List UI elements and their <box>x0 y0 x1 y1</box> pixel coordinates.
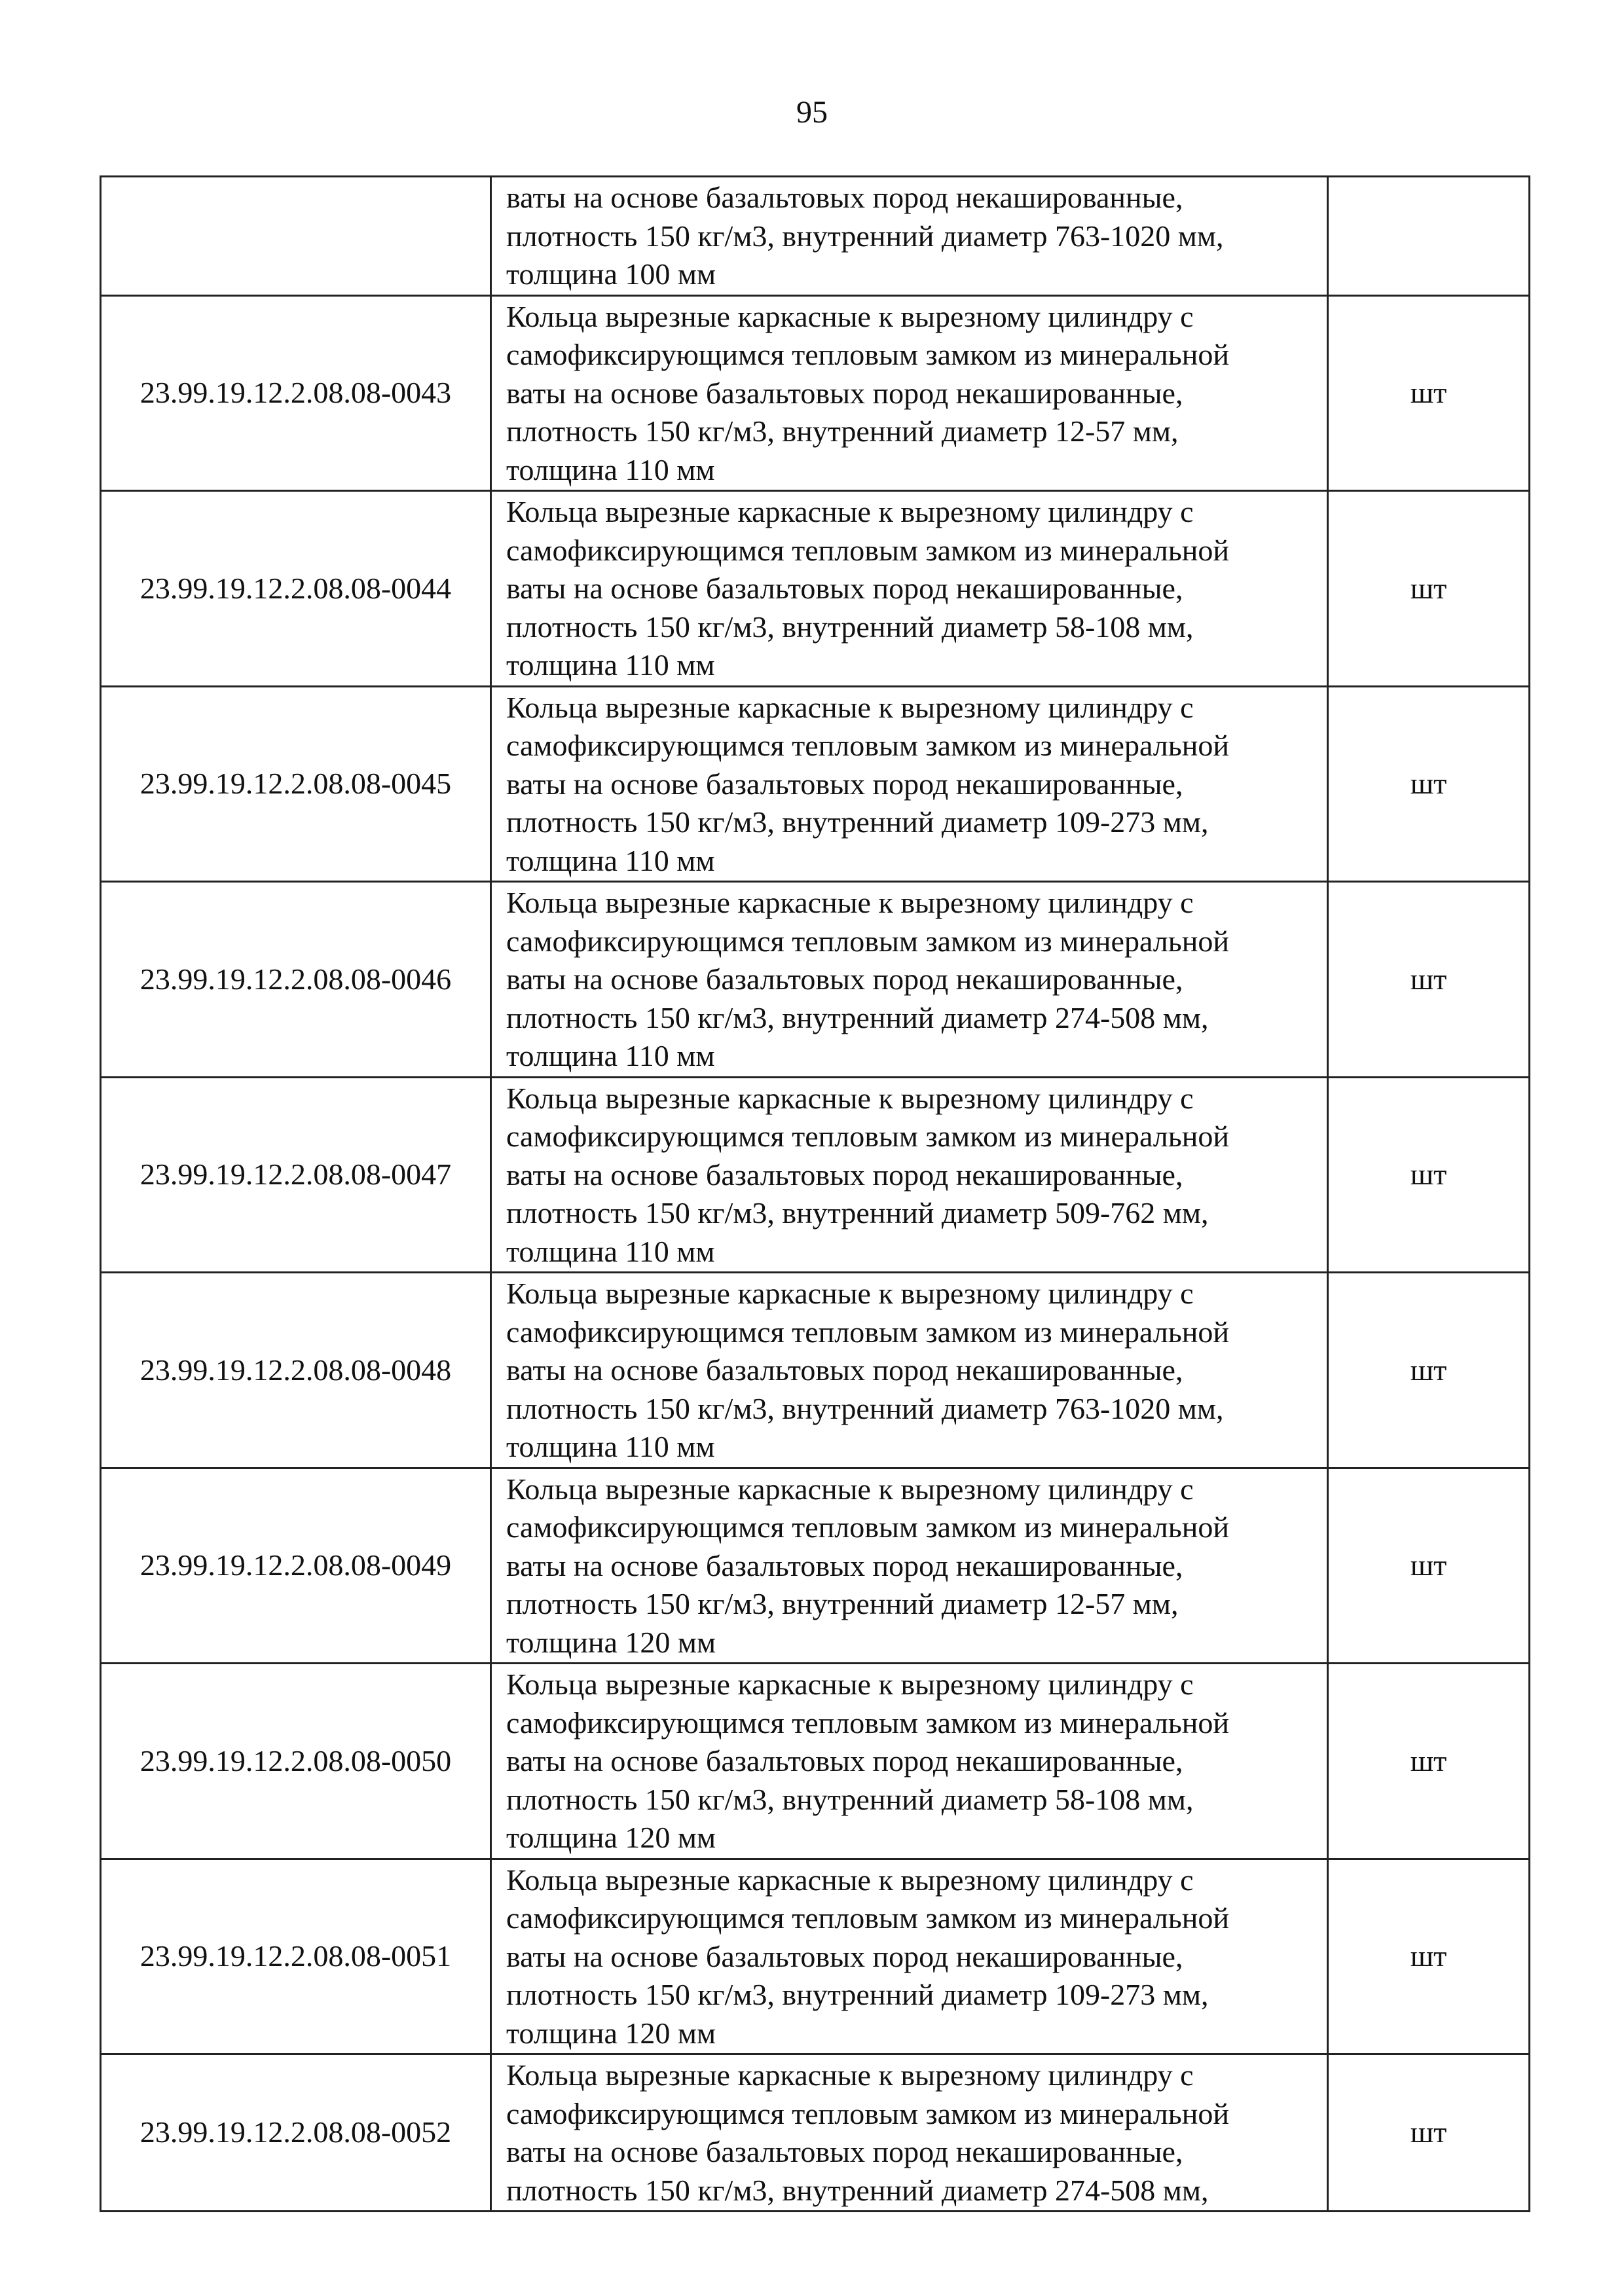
table-row <box>101 491 1530 687</box>
unit-cell: шт <box>1328 882 1530 1078</box>
resource-code-cell: 23.99.19.12.2.08.08-0046 <box>101 882 491 1078</box>
table-row <box>101 1468 1530 1664</box>
table-row <box>101 177 1530 296</box>
resource-description-cell: Кольца вырезные каркасные к вырезному цилиндру с самофиксирующимся тепловым замком из минеральной ваты на основе базальтовых пород некашированные, плотность 150 кг/м3, внутренний диаметр 509-762 мм, толщина 110 мм <box>491 1077 1328 1273</box>
resource-description-cell: Кольца вырезные каркасные к вырезному цилиндру с самофиксирующимся тепловым замком из минеральной ваты на основе базальтовых пород некашированные, плотность 150 кг/м3, внутренний диаметр 763-1020 мм, толщина 110 мм <box>491 1273 1328 1468</box>
page-number: 95 <box>796 95 828 130</box>
resource-code-cell: 23.99.19.12.2.08.08-0047 <box>101 1077 491 1273</box>
resource-description-cell: Кольца вырезные каркасные к вырезному цилиндру с самофиксирующимся тепловым замком из минеральной ваты на основе базальтовых пород некашированные, плотность 150 кг/м3, внутренний диаметр 274-508 мм, <box>491 2054 1328 2212</box>
resource-description-cell: Кольца вырезные каркасные к вырезному цилиндру с самофиксирующимся тепловым замком из минеральной ваты на основе базальтовых пород некашированные, плотность 150 кг/м3, внутренний диаметр 109-273 мм, толщина 110 мм <box>491 686 1328 882</box>
unit-cell: шт <box>1328 686 1530 882</box>
table-row <box>101 882 1530 1078</box>
unit-cell: шт <box>1328 1664 1530 1859</box>
unit-cell: шт <box>1328 1077 1530 1273</box>
resource-description-cell: Кольца вырезные каркасные к вырезному цилиндру с самофиксирующимся тепловым замком из минеральной ваты на основе базальтовых пород некашированные, плотность 150 кг/м3, внутренний диаметр 58-108 мм, толщина 120 мм <box>491 1664 1328 1859</box>
unit-cell: шт <box>1328 1273 1530 1468</box>
resource-description-cell: ваты на основе базальтовых пород некашированные, плотность 150 кг/м3, внутренний диаметр 763-1020 мм, толщина 100 мм <box>491 177 1328 296</box>
resource-code-cell: 23.99.19.12.2.08.08-0052 <box>101 2054 491 2212</box>
unit-cell: шт <box>1328 1859 1530 2054</box>
resource-description-cell: Кольца вырезные каркасные к вырезному цилиндру с самофиксирующимся тепловым замком из минеральной ваты на основе базальтовых пород некашированные, плотность 150 кг/м3, внутренний диаметр 109-273 мм, толщина 120 мм <box>491 1859 1328 2054</box>
table-row <box>101 295 1530 491</box>
resource-code-cell: 23.99.19.12.2.08.08-0048 <box>101 1273 491 1468</box>
unit-cell: шт <box>1328 491 1530 687</box>
resource-code-cell: 23.99.19.12.2.08.08-0051 <box>101 1859 491 2054</box>
resource-code-cell: 23.99.19.12.2.08.08-0045 <box>101 686 491 882</box>
resource-code-cell: 23.99.19.12.2.08.08-0044 <box>101 491 491 687</box>
table-row <box>101 2054 1530 2212</box>
unit-cell: шт <box>1328 295 1530 491</box>
resource-code-cell: 23.99.19.12.2.08.08-0043 <box>101 295 491 491</box>
table-row <box>101 686 1530 882</box>
resource-description-cell: Кольца вырезные каркасные к вырезному цилиндру с самофиксирующимся тепловым замком из минеральной ваты на основе базальтовых пород некашированные, плотность 150 кг/м3, внутренний диаметр 12-57 мм, толщина 120 мм <box>491 1468 1328 1664</box>
table-row <box>101 1077 1530 1273</box>
unit-cell <box>1328 177 1530 296</box>
table-row <box>101 1859 1530 2054</box>
resource-code-cell: 23.99.19.12.2.08.08-0049 <box>101 1468 491 1664</box>
resource-code-cell: 23.99.19.12.2.08.08-0050 <box>101 1664 491 1859</box>
resource-description-cell: Кольца вырезные каркасные к вырезному цилиндру с самофиксирующимся тепловым замком из минеральной ваты на основе базальтовых пород некашированные, плотность 150 кг/м3, внутренний диаметр 58-108 мм, толщина 110 мм <box>491 491 1328 687</box>
resource-description-cell: Кольца вырезные каркасные к вырезному цилиндру с самофиксирующимся тепловым замком из минеральной ваты на основе базальтовых пород некашированные, плотность 150 кг/м3, внутренний диаметр 12-57 мм, толщина 110 мм <box>491 295 1328 491</box>
resource-table <box>100 175 1530 2212</box>
unit-cell: шт <box>1328 2054 1530 2212</box>
unit-cell: шт <box>1328 1468 1530 1664</box>
resource-description-cell: Кольца вырезные каркасные к вырезному цилиндру с самофиксирующимся тепловым замком из минеральной ваты на основе базальтовых пород некашированные, плотность 150 кг/м3, внутренний диаметр 274-508 мм, толщина 110 мм <box>491 882 1328 1078</box>
resource-code-cell <box>101 177 491 296</box>
table-row <box>101 1273 1530 1468</box>
table-row <box>101 1664 1530 1859</box>
